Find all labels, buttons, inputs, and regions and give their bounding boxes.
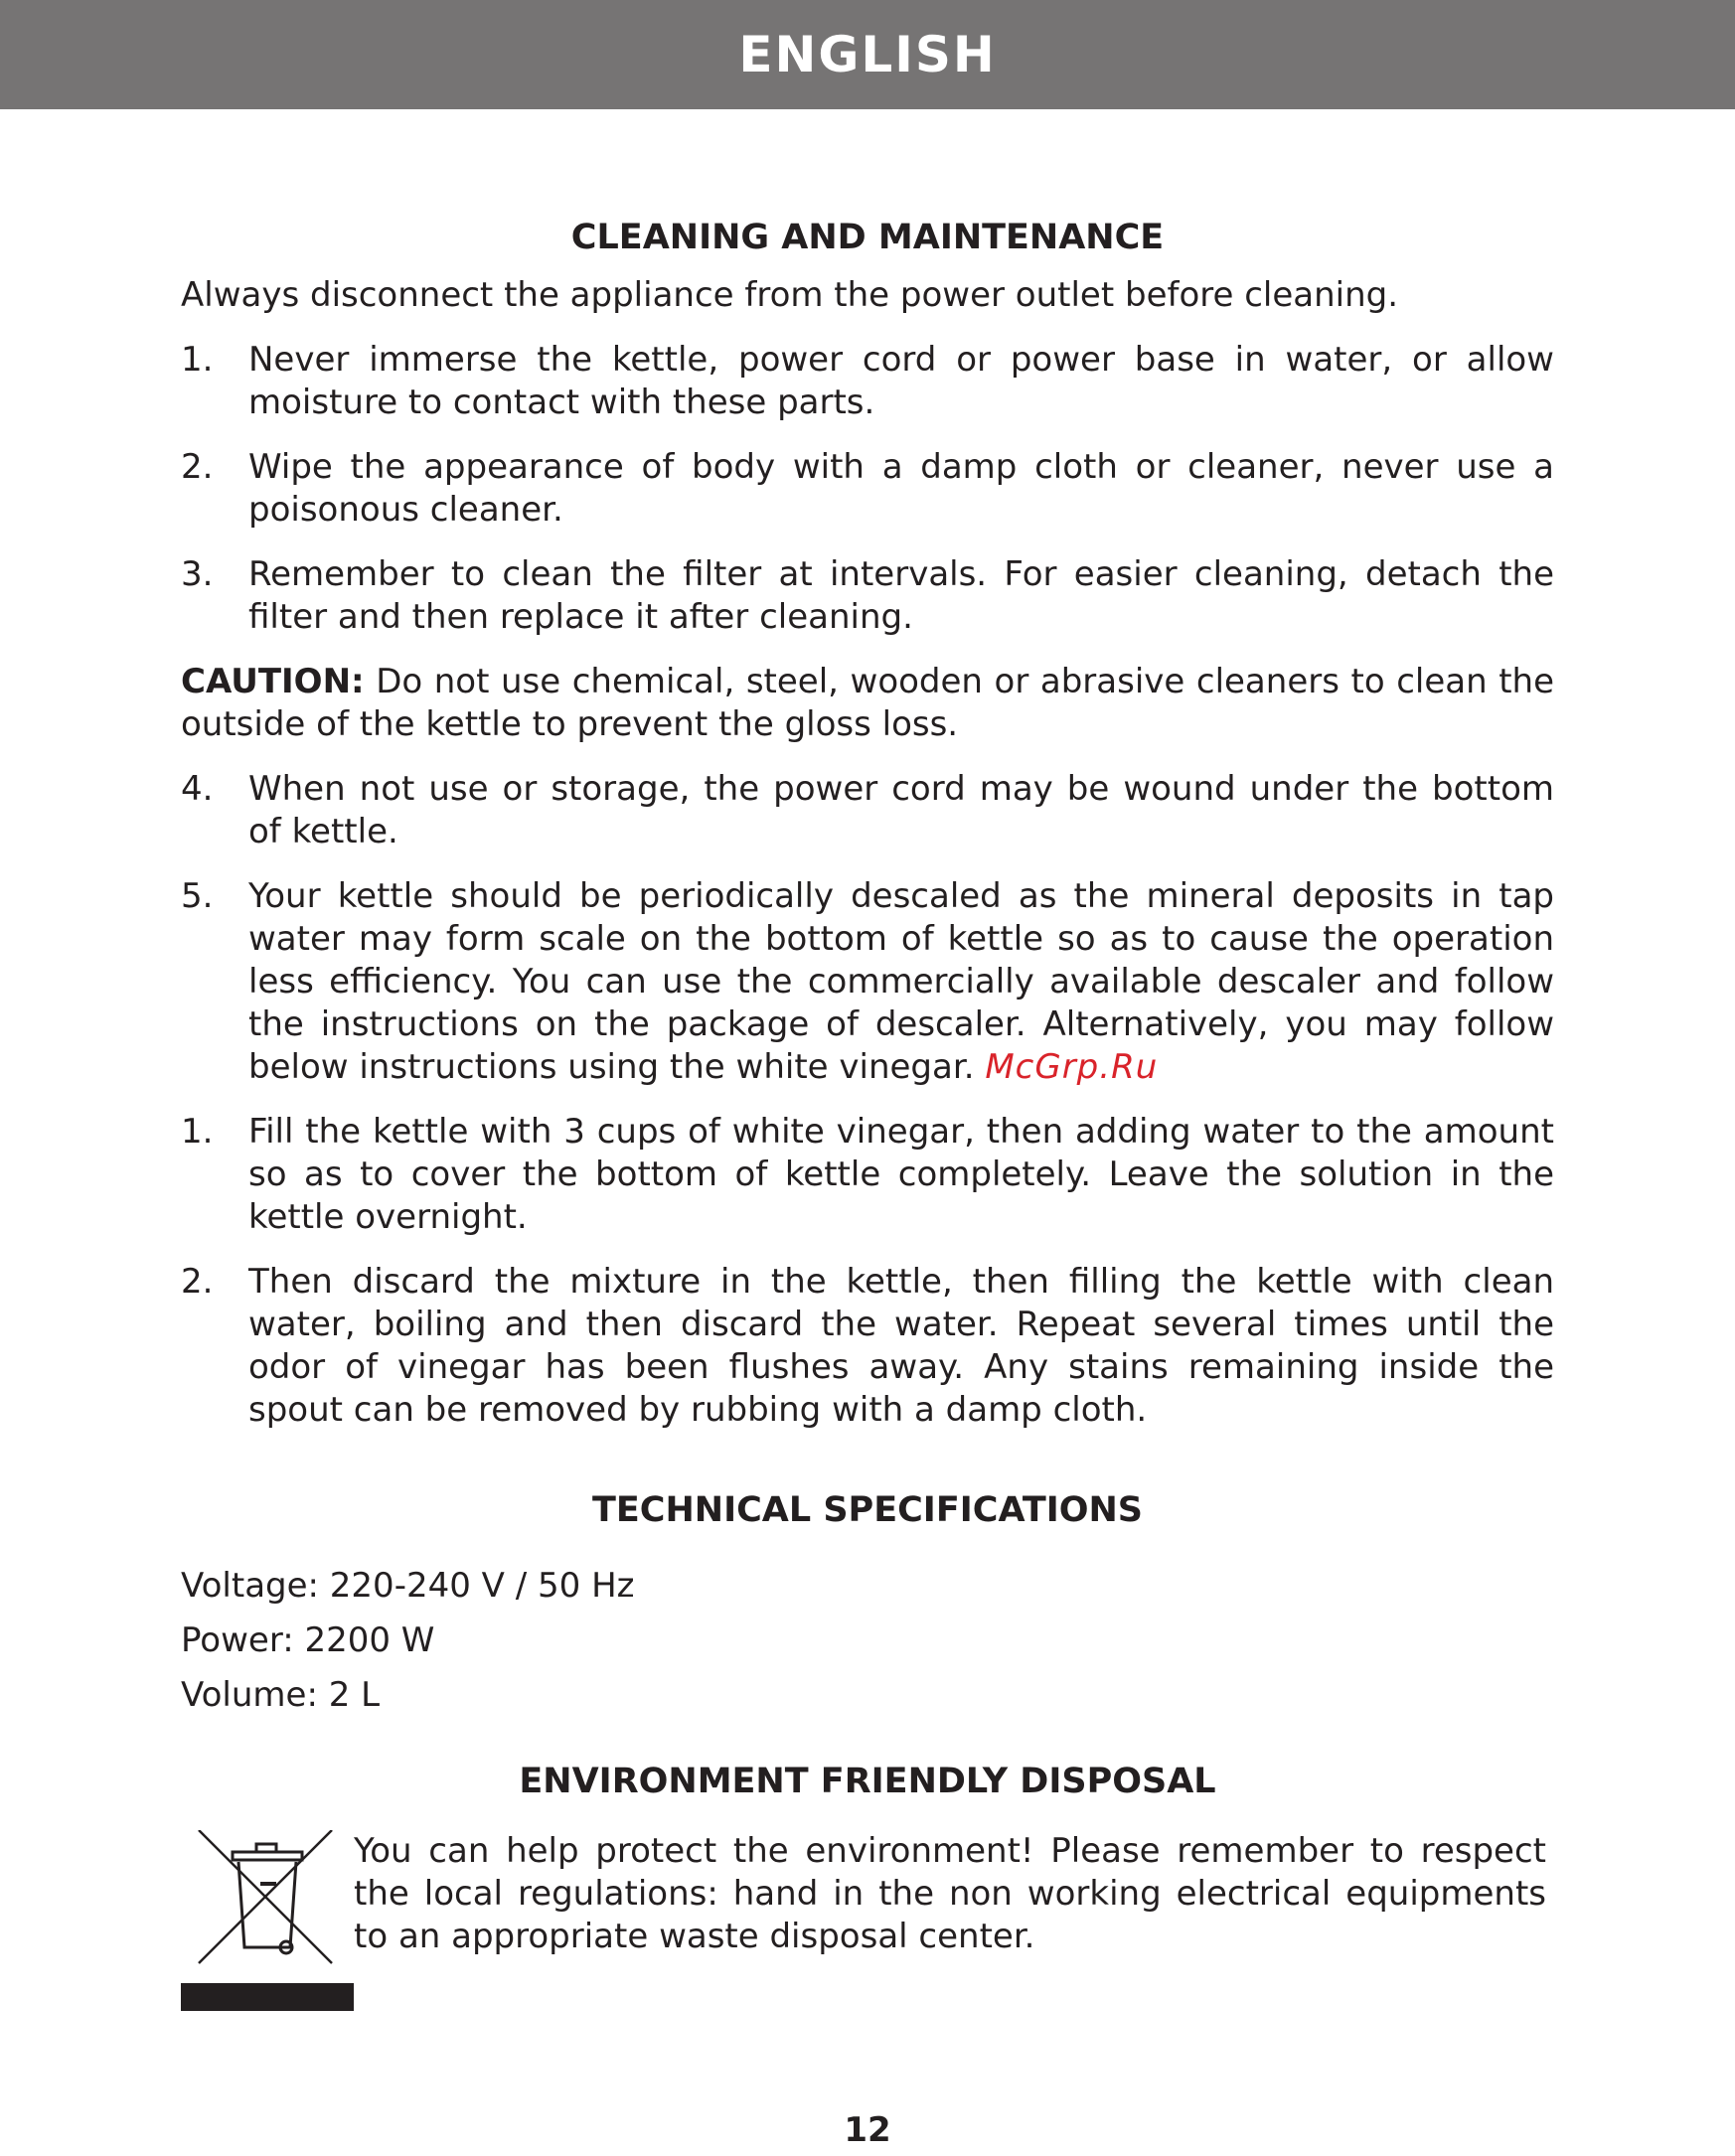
item-number: 1. <box>181 340 214 380</box>
list-item <box>181 553 1554 639</box>
item-number: 5. <box>181 876 214 916</box>
item-text: Remember to clean the filter at intervals. For easier cleaning, detach the filter and then replace it after cleaning. <box>248 554 1554 637</box>
disposal-section <box>181 1755 1554 2019</box>
caution-label: CAUTION: <box>181 662 365 701</box>
specs-section <box>181 1483 1554 1717</box>
list-item <box>181 1261 1554 1432</box>
cleaning-intro: Always disconnect the appliance from the power outlet before cleaning. <box>181 275 1399 315</box>
page-number: 12 <box>844 2110 891 2150</box>
language-label: ENGLISH <box>738 26 997 83</box>
crossed-bin-icon <box>181 1830 356 2015</box>
item-text-body: Your kettle should be periodically descaled as the mineral deposits in tap water may form scale on the bottom of kettle so as to cause the operation less efficiency. You can use the commercially available descaler and follow the instructions on the package of descaler. Alternatively, you may follow below instructions using the white vinegar. <box>248 876 1554 1087</box>
language-banner <box>0 0 1735 109</box>
list-item <box>181 339 1554 424</box>
item-text: Never immerse the kettle, power cord or power base in water, or allow moisture to contact with these parts. <box>248 340 1554 422</box>
list-item <box>181 768 1554 853</box>
item-number: 2. <box>181 1262 214 1302</box>
spec-power: Power: 2200 W <box>181 1620 435 1660</box>
item-text <box>248 875 1554 1089</box>
list-item <box>181 446 1554 532</box>
list-item <box>181 1111 1554 1239</box>
spec-volume: Volume: 2 L <box>181 1675 381 1715</box>
disposal-heading: ENVIRONMENT FRIENDLY DISPOSAL <box>519 1762 1216 1801</box>
item-number: 4. <box>181 769 214 809</box>
item-text: Then discard the mixture in the kettle, then filling the kettle with clean water, boiling and then discard the water. Repeat several times until the odor of vinegar has been flushes away. Any stains remaining inside the spout can be removed by rubbing with a damp cloth. <box>248 1262 1554 1430</box>
list-item <box>181 875 1554 1089</box>
cleaning-heading: CLEANING AND MAINTENANCE <box>570 218 1165 257</box>
caution-paragraph <box>181 661 1554 746</box>
item-text: Fill the kettle with 3 cups of white vinegar, then adding water to the amount so as to cover the bottom of kettle completely. Leave the solution in the kettle overnight. <box>248 1112 1554 1237</box>
disposal-row <box>181 1830 1554 2019</box>
disposal-text: You can help protect the environment! Please remember to respect the local regulations: hand in the non working electrical equipments to an appropriate waste disposal center. <box>354 1831 1546 1956</box>
page-content <box>181 211 1554 2019</box>
item-number: 3. <box>181 554 214 594</box>
item-text: When not use or storage, the power cord may be wound under the bottom of kettle. <box>248 769 1554 851</box>
item-text: Wipe the appearance of body with a damp cloth or cleaner, never use a poisonous cleaner. <box>248 447 1554 530</box>
watermark: McGrp.Ru <box>985 1047 1159 1087</box>
item-number: 2. <box>181 447 214 487</box>
caution-text: Do not use chemical, steel, wooden or abrasive cleaners to clean the outside of the kettle to prevent the gloss loss. <box>181 662 1554 744</box>
spec-voltage: Voltage: 220-240 V / 50 Hz <box>181 1566 635 1606</box>
weee-symbol <box>181 1830 362 2019</box>
item-number: 1. <box>181 1112 214 1152</box>
specs-heading: TECHNICAL SPECIFICATIONS <box>592 1490 1143 1530</box>
